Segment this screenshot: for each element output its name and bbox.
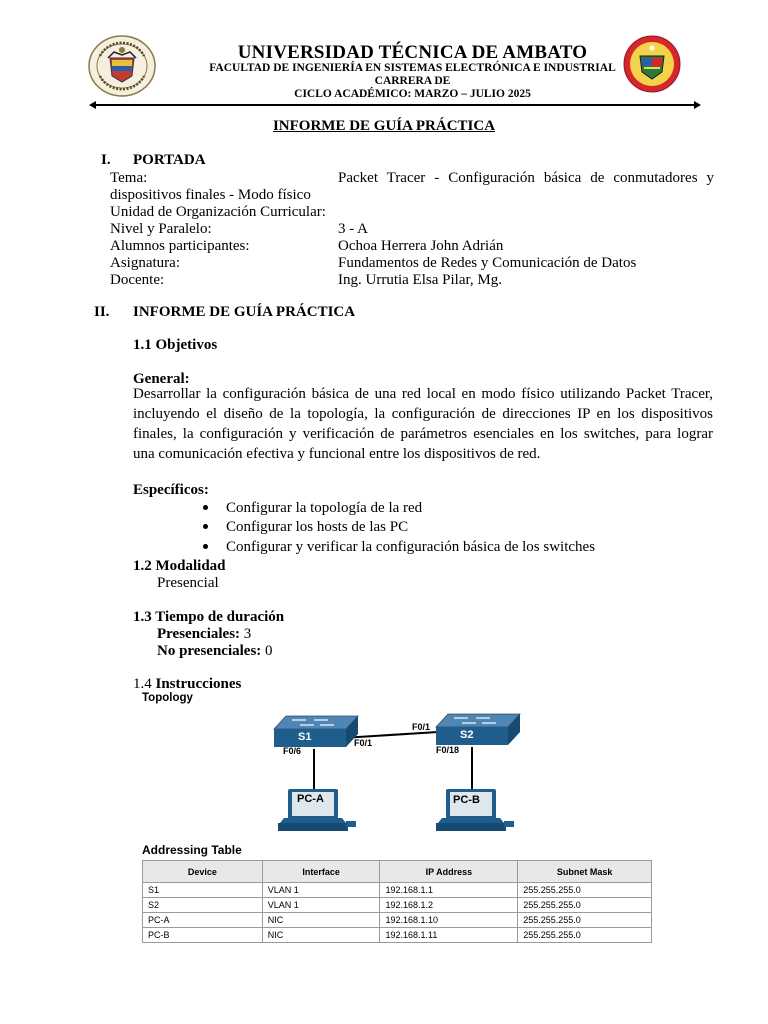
table-row [143,928,652,943]
university-seal-logo [86,34,158,98]
s1-port-f01: F0/1 [354,738,373,748]
switch-s1-icon [274,716,358,747]
unidad-label: Unidad de Organización Curricular: [110,204,326,220]
cell-subnet-mask: 255.255.255.0 [518,913,652,928]
table-row [143,898,652,913]
switch-s1-label: S1 [298,731,312,743]
tema-value: Packet Tracer - Configuración básica de conmutadores y [338,170,714,186]
cell-subnet-mask: 255.255.255.0 [518,928,652,943]
no-presenciales-value: 0 [265,643,273,659]
header-divider [95,104,695,106]
docente-value: Ing. Urrutia Elsa Pilar, Mg. [338,272,502,288]
addressing-table-title: Addressing Table [142,843,242,857]
instrucciones-heading [133,676,241,693]
cell-subnet-mask: 255.255.255.0 [518,883,652,898]
modalidad-heading: 1.2 Modalidad [133,558,226,574]
presenciales-value: 3 [243,626,252,642]
topology-label: Topology [142,692,193,704]
cell-interface: VLAN 1 [262,883,380,898]
general-line-3: finales, la configuración y verificación de parámetros esenciales en los switches, para lograr [133,426,713,442]
table-header-row [143,861,652,883]
table-row [143,913,652,928]
section-heading-informe: INFORME DE GUÍA PRÁCTICA [133,304,356,320]
section-heading-portada: PORTADA [133,152,206,168]
s1-port-f06: F0/6 [283,746,302,756]
faculty-name: FACULTAD DE INGENIERÍA EN SISTEMAS ELECTRÓNICA E INDUSTRIAL [209,62,616,74]
no-presenciales-row [157,643,273,660]
switch-s2-label: S2 [460,729,474,741]
column-header-device: Device [143,861,263,883]
alumnos-value: Ochoa Herrera John Adrián [338,238,504,254]
modalidad-value: Presencial [157,575,219,591]
especifico-item-2: Configurar los hosts de las PC [226,519,409,535]
s2-port-f01: F0/1 [412,722,431,732]
especificos-label: Específicos: [133,482,209,498]
column-header-interface: Interface [262,861,380,883]
cell-ip-address: 192.168.1.10 [380,913,518,928]
alumnos-label: Alumnos participantes: [110,238,250,254]
nivel-value: 3 - A [338,221,368,237]
document-title: INFORME DE GUÍA PRÁCTICA [272,118,496,134]
especifico-item-1: Configurar la topología de la red [226,500,423,516]
section-number-2: II. [94,304,110,320]
tema-label: Tema: [110,170,148,186]
docente-label: Docente: [110,272,165,288]
general-line-2: incluyendo el diseño de la topología, la configuración de direcciones IP en los dispositivos [133,406,713,422]
pc-a-label: PC-A [297,793,324,805]
column-header-ip-address: IP Address [380,861,518,883]
cell-device: S1 [143,883,263,898]
topology-diagram [260,705,540,840]
university-seal-icon [86,34,158,98]
tiempo-heading: 1.3 Tiempo de duración [133,609,285,625]
presenciales-label: Presenciales: [157,626,241,642]
bullet-icon [203,544,208,549]
cell-ip-address: 192.168.1.2 [380,898,518,913]
university-name: UNIVERSIDAD TÉCNICA DE AMBATO [237,42,588,63]
cell-subnet-mask: 255.255.255.0 [518,898,652,913]
instrucciones-label: Instrucciones [155,676,242,692]
asignatura-value: Fundamentos de Redes y Comunicación de Datos [338,255,637,271]
nivel-label: Nivel y Paralelo: [110,221,212,237]
cell-interface: VLAN 1 [262,898,380,913]
general-paragraph [133,384,713,464]
cell-device: PC-B [143,928,263,943]
section-number-1: I. [101,152,111,168]
asignatura-label: Asignatura: [110,255,180,271]
general-line-1: Desarrollar la configuración básica de una red local en modo físico utilizando Packet Tracer, [133,386,713,402]
pc-b-label: PC-B [453,794,480,806]
cell-interface: NIC [262,928,380,943]
addressing-table [142,860,652,943]
objetivos-heading: 1.1 Objetivos [133,337,218,353]
instrucciones-number: 1.4 [133,676,152,692]
s2-port-f018: F0/18 [436,745,460,755]
cell-interface: NIC [262,913,380,928]
presenciales-row [157,626,251,643]
general-label: General: [133,371,190,387]
cell-device: PC-A [143,913,263,928]
column-header-subnet-mask: Subnet Mask [518,861,652,883]
cell-device: S2 [143,898,263,913]
table-row [143,883,652,898]
cell-ip-address: 192.168.1.1 [380,883,518,898]
bullet-icon [203,524,208,529]
career-name: CARRERA DE [374,75,451,87]
academic-cycle: CICLO ACADÉMICO: MARZO – JULIO 2025 [294,88,531,100]
bullet-icon [203,505,208,510]
no-presenciales-label: No presenciales: [157,643,262,659]
cell-ip-address: 192.168.1.11 [380,928,518,943]
especifico-item-3: Configurar y verificar la configuración básica de los switches [226,539,596,555]
general-line-4: una comunicación efectiva y funcional entre los dispositivos de red. [133,446,541,462]
switch-s2-icon [436,714,520,745]
tema-continuation: dispositivos finales - Modo físico [110,187,311,203]
